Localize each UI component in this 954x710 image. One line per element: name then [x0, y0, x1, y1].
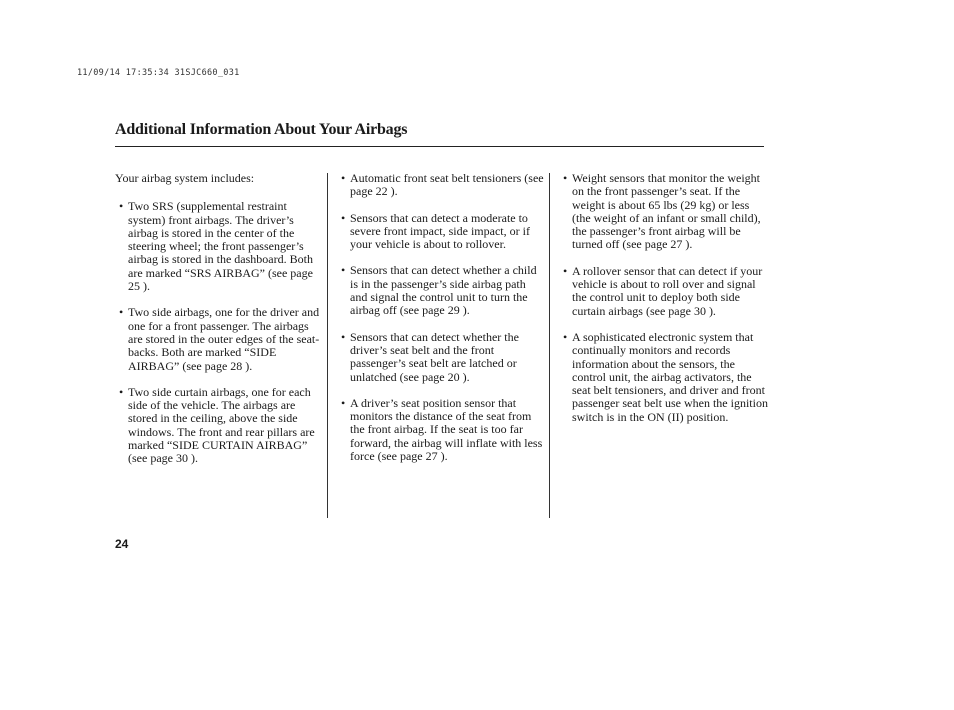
column-2 [337, 172, 545, 476]
list-item [559, 331, 769, 424]
page-number: 24 [115, 537, 129, 551]
column-divider [549, 173, 550, 518]
list-item-text: Sensors that can detect whether the driver’s seat belt and the front passenger’s seat belt are latched or unlatched (see page 20 ). [350, 329, 519, 384]
bullet-icon: • [341, 329, 346, 344]
column-divider [327, 173, 328, 518]
list-item-text: A rollover sensor that can detect if your vehicle is about to roll over and signal the control unit to deploy both side curtain airbags (see page 30 ). [572, 263, 763, 318]
page-title: Additional Information About Your Airbags [115, 121, 408, 138]
column-3 [559, 172, 769, 437]
print-timestamp: 11/09/14 17:35:34 31SJC660_031 [77, 68, 240, 78]
bullet-icon: • [341, 171, 346, 185]
list-item [337, 397, 545, 463]
list-item-text: Two side airbags, one for the driver and one for a front passenger. The airbags are stored in the outer edges of the seat-backs. Both are marked “SIDE AIRBAG” (see page 28 ). [128, 305, 320, 373]
bullet-icon: • [563, 171, 568, 185]
list-item [115, 200, 323, 293]
bullet-icon: • [119, 199, 124, 214]
list-item-text: Automatic front seat belt tensioners (see page 22 ). [350, 171, 544, 199]
bullet-icon: • [341, 395, 346, 410]
list-item-text: A sophisticated electronic system that continually monitors and records information about the sensors, the control unit, the airbag activators, the seat belt tensioners, and driver and front passenger seat belt use when the ignition switch is in the ON (II) position. [572, 329, 768, 424]
list-item-text: Two side curtain airbags, one for each side of the vehicle. The airbags are stored in the ceiling, above the side windows. The front and rear pillars are marked “SIDE CURTAIN AIRBAG” (see page 30 ). [128, 384, 315, 466]
list-item-text: Sensors that can detect a moderate to severe front impact, side impact, or if your vehicle is about to rollover. [350, 210, 530, 252]
list-item-text: A driver’s seat position sensor that monitors the distance of the seat from the front airbag. If the seat is too far forward, the airbag will inflate with less force (see page 27 ). [350, 395, 543, 464]
list-item [337, 172, 545, 199]
list-item [337, 212, 545, 252]
list-item [115, 306, 323, 372]
list-item-text: Weight sensors that monitor the weight on the front passenger’s seat. If the weight is about 65 lbs (29 kg) or less (the weight of an infant or small child), the passenger’s front airbag will be turned off (see page 27 ). [572, 171, 761, 252]
list-item [559, 265, 769, 318]
bullet-icon: • [563, 263, 568, 278]
title-rule [115, 146, 764, 147]
list-item [559, 172, 769, 252]
bullet-icon: • [341, 263, 346, 278]
list-item-text: Sensors that can detect whether a child is in the passenger’s side airbag path and signal the control unit to turn the airbag off (see page 29 ). [350, 263, 537, 318]
column-1 [115, 172, 323, 479]
bullet-icon: • [119, 384, 124, 399]
list-item [115, 386, 323, 466]
list-item [337, 264, 545, 317]
bullet-icon: • [119, 305, 124, 320]
list-item [337, 331, 545, 384]
bullet-icon: • [563, 329, 568, 344]
list-item-text: Two SRS (supplemental restraint system) front airbags. The driver’s airbag is stored in the center of the steering wheel; the front passenger’s airbag is stored in the dashboard. Both are marked “SRS AIRBAG” (see page 25 ). [128, 199, 313, 294]
intro-text: Your airbag system includes: [115, 171, 255, 185]
bullet-icon: • [341, 210, 346, 225]
